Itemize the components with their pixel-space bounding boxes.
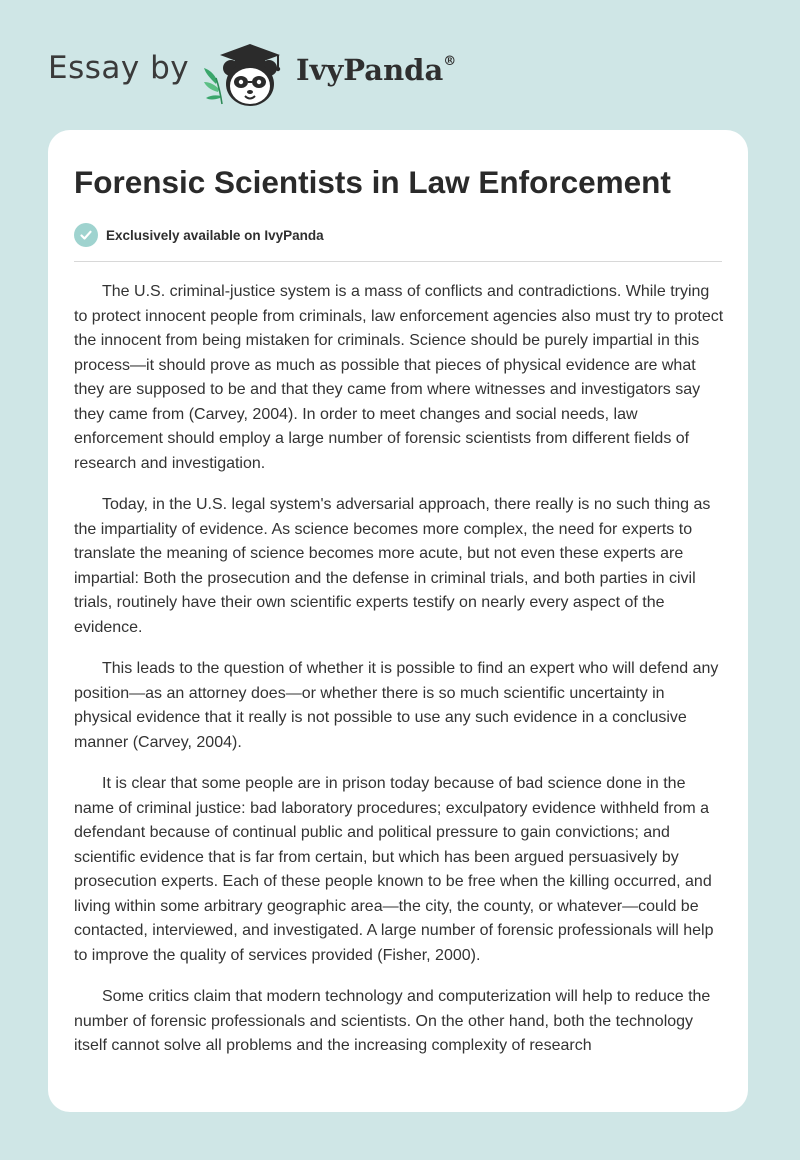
paragraph: This leads to the question of whether it is possible to find an expert who will defend any position—as an attorney does—or whether there is so much scientific uncertainty in physical evidence that it really is not possible to use any such evidence in a conclusive manner (Carvey, 2004).	[74, 660, 719, 751]
registered-mark: ®	[443, 54, 457, 70]
paragraph: The U.S. criminal-justice system is a mass of conflicts and contradictions. While trying to protect innocent people from criminals, law enforcement agencies also must try to protect the innocent from being mistaken for criminals. Science should be purely impartial in this process—it should prove as much as possible that pieces of physical evidence are what they are supposed to be and that they came from where witnesses and investigators say they came from (Carvey, 2004). In order to meet changes and social needs, law enforcement should employ a large number of forensic scientists from different fields of research and investigation.	[74, 283, 724, 472]
exclusive-badge	[74, 222, 324, 248]
page-title: Forensic Scientists in Law Enforcement	[74, 164, 671, 200]
check-icon	[74, 223, 98, 247]
brand-name: IvyPanda®	[296, 53, 457, 87]
essay-by-label: Essay by	[48, 50, 190, 86]
essay-body	[74, 280, 724, 1076]
essay-card	[48, 130, 748, 1112]
panda-graduate-icon	[198, 38, 294, 110]
paragraph: Some critics claim that modern technology and computerization will help to reduce the number of forensic professionals and scientists. On the other hand, both the technology itself cannot solve all problems and the increasing complexity of research	[74, 988, 711, 1054]
divider	[74, 261, 722, 262]
paragraph: It is clear that some people are in prison today because of bad science done in the name of criminal justice: bad laboratory procedures; exculpatory evidence withheld from a defendant because of continual public and political pressure to gain convictions; and scientific evidence that is far from certain, but which has been argued persuasively by prosecution experts. Each of these people known to be free when the killing occurred, and living within some arbitrary geographic area—the city, the county, or whatever—could be contacted, interviewed, and investigated. A large number of forensic professionals will help to improve the quality of services provided (Fisher, 2000).	[74, 775, 714, 964]
site-header	[0, 0, 800, 130]
paragraph: Today, in the U.S. legal system's adversarial approach, there really is no such thing as the impartiality of evidence. As science becomes more complex, the need for experts to translate the meaning of science becomes more acute, but not even these experts are impartial: Both the prosecution and the defense in criminal trials, and both parties in civil trials, routinely have their own scientific experts testify on nearly every aspect of the evidence.	[74, 496, 711, 636]
exclusive-badge-label: Exclusively available on IvyPanda	[106, 227, 324, 243]
